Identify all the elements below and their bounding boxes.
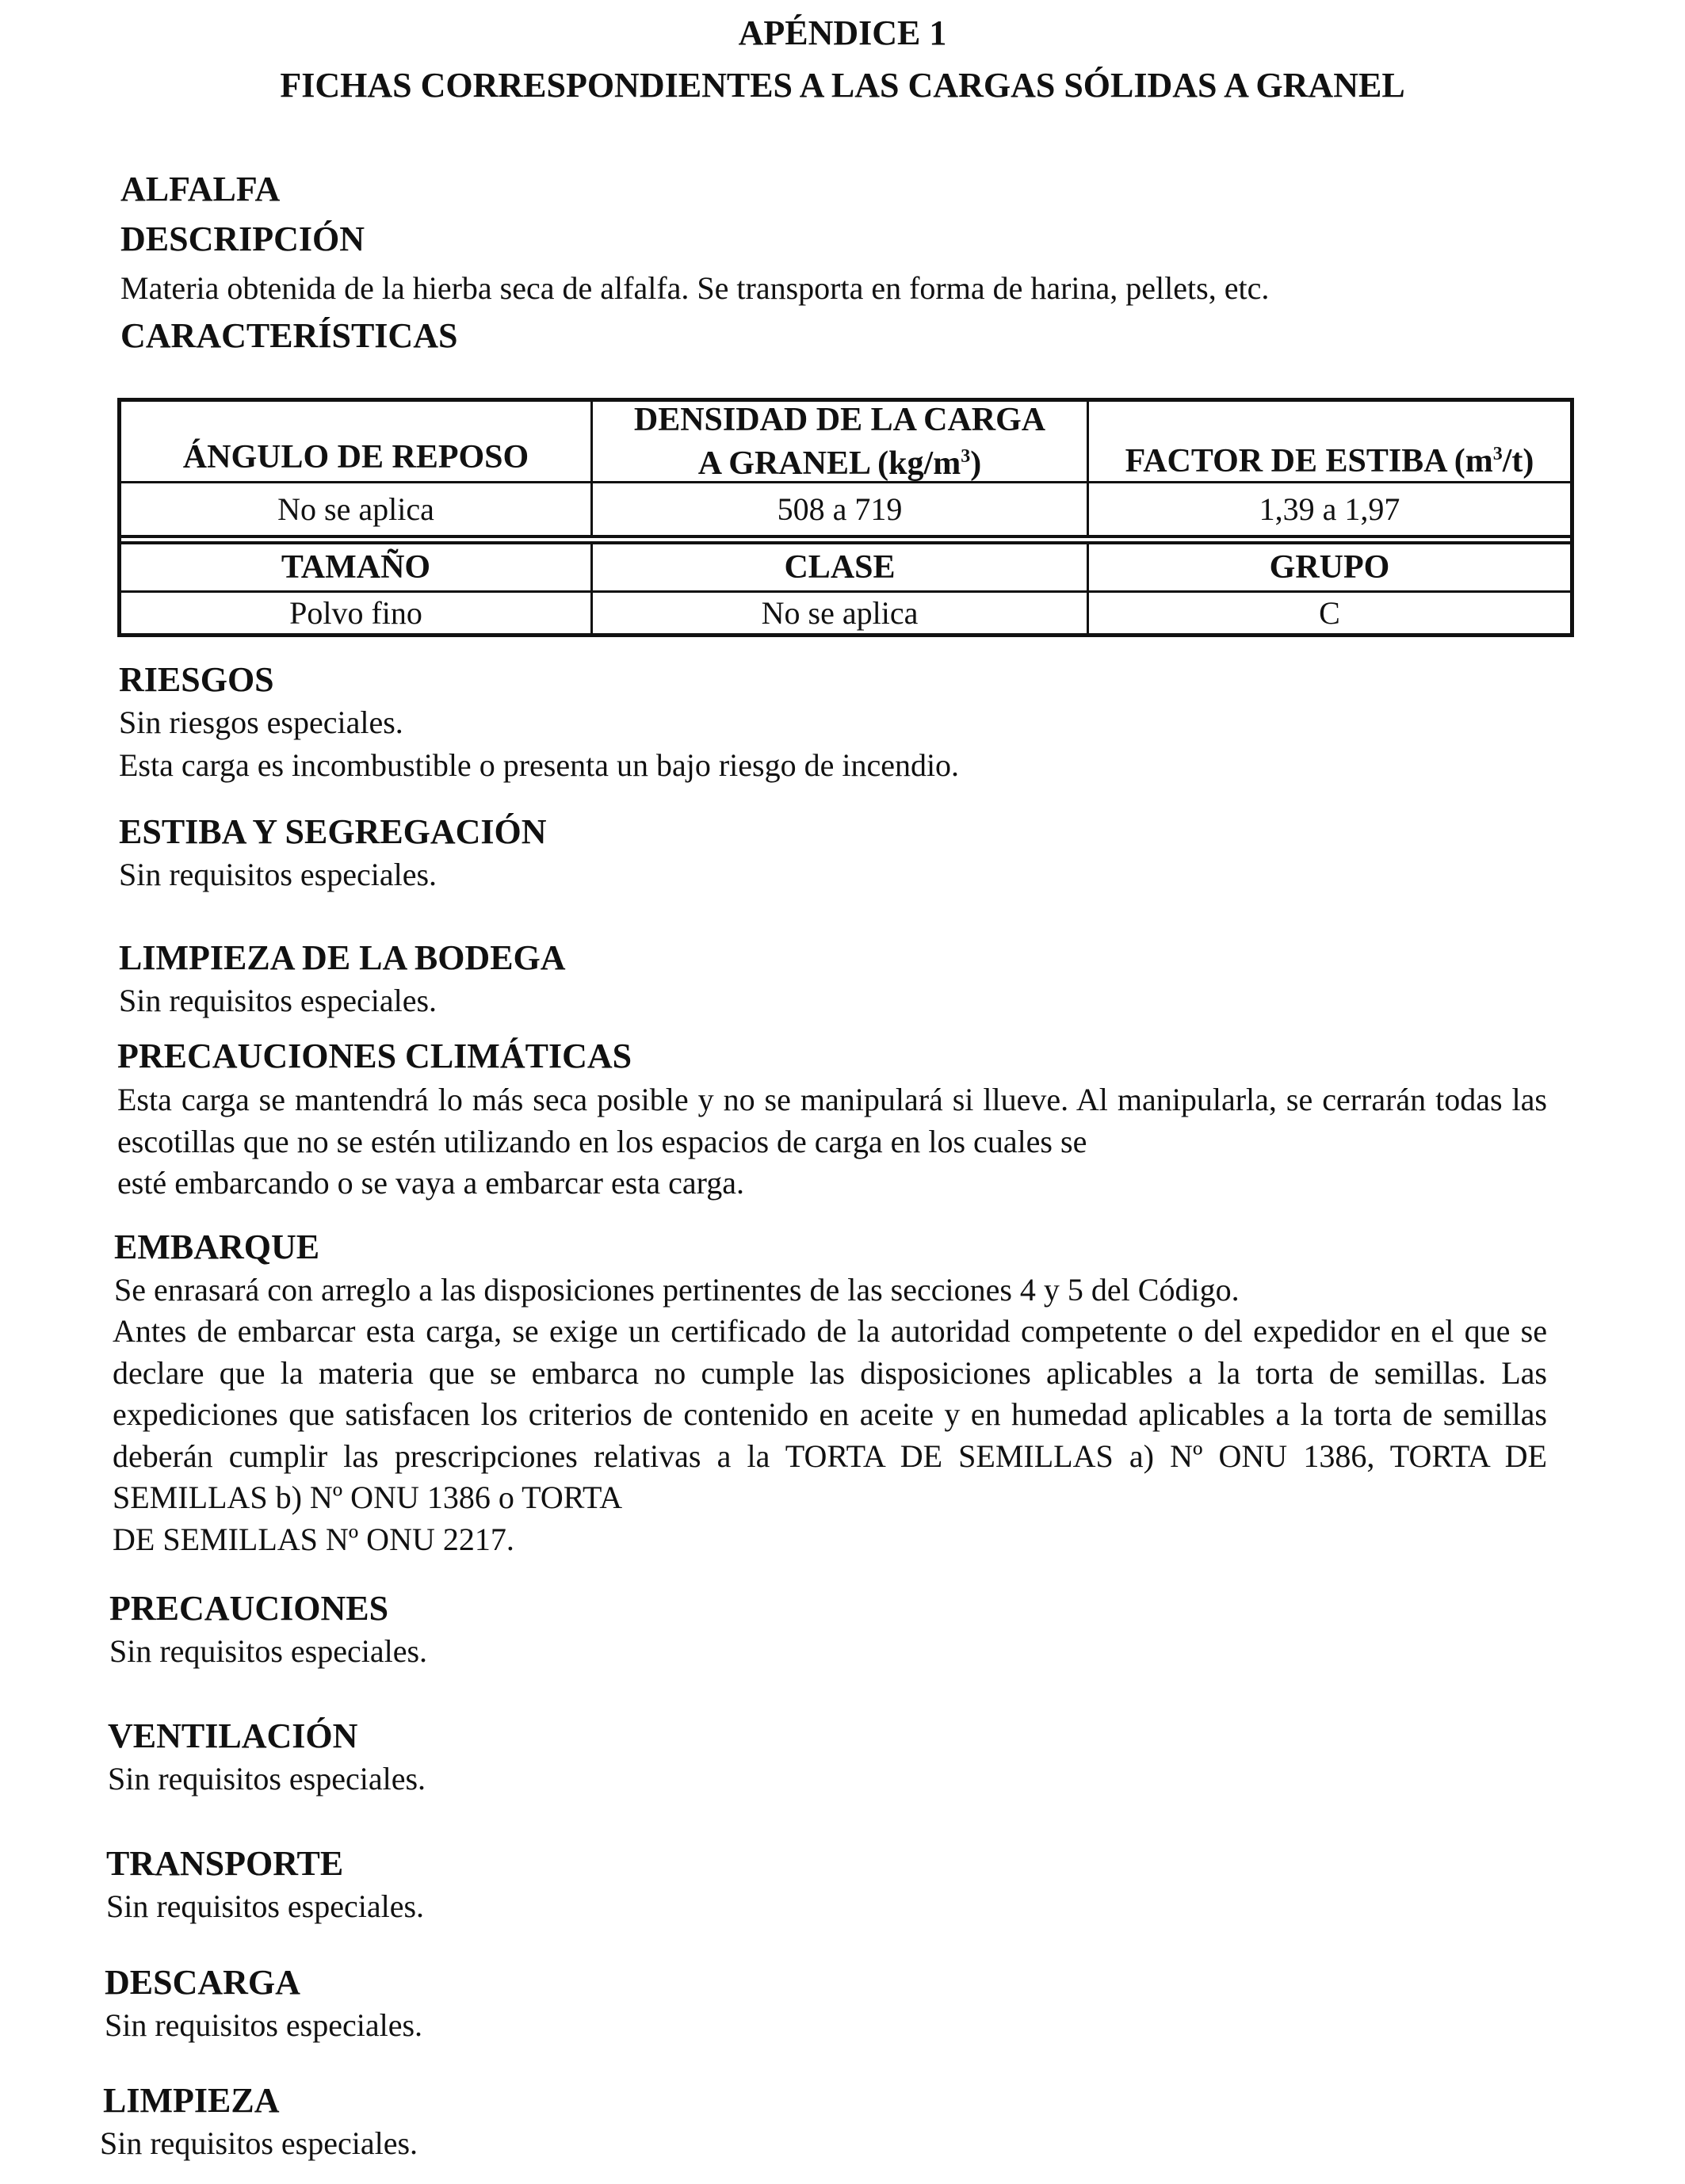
- hold-cleanliness-text: Sin requisitos especiales.: [119, 983, 437, 1018]
- hazards-line: Esta carga es incombustible o presenta un bajo riesgo de incendio.: [119, 747, 960, 783]
- hold-cleanliness-heading: LIMPIEZA DE LA BODEGA: [119, 938, 566, 977]
- ventilation-text: Sin requisitos especiales.: [108, 1761, 426, 1796]
- precautions-text: Sin requisitos especiales.: [109, 1633, 428, 1669]
- appendix-subtitle: FICHAS CORRESPONDIENTES A LAS CARGAS SÓLIDAS A GRANEL: [280, 66, 1405, 105]
- discharge-heading: DESCARGA: [105, 1963, 300, 2002]
- characteristics-table: [117, 398, 1574, 637]
- header-angle-of-repose: ÁNGULO DE REPOSO: [182, 439, 529, 475]
- description-text: Materia obtenida de la hierba seca de alfalfa. Se transporta en forma de harina, pellets, etc.: [120, 270, 1270, 306]
- weather-text: Esta carga se mantendrá lo más seca posible y no se manipulará si llueve. Al manipularla, se cerrarán todas las escotillas que no se estén utilizando en los espacios de carga en los cuales se: [117, 1082, 1547, 1159]
- header-bulk-density-unit-end: ): [970, 445, 982, 482]
- loading-text-last-line: DE SEMILLAS Nº ONU 2217.: [113, 1521, 514, 1557]
- value-angle-of-repose: No se aplica: [277, 491, 434, 527]
- weather-text-last-line: esté embarcando o se vaya a embarcar esta carga.: [117, 1165, 745, 1201]
- header-bulk-density-line1: DENSIDAD DE LA CARGA: [633, 401, 1046, 438]
- loading-line1: Se enrasará con arreglo a las disposiciones pertinentes de las secciones 4 y 5 del Código.: [114, 1272, 1240, 1308]
- clean-up-heading: LIMPIEZA: [103, 2081, 280, 2120]
- carriage-heading: TRANSPORTE: [106, 1844, 344, 1883]
- hazards-heading: RIESGOS: [119, 660, 274, 699]
- superscript: 3: [1492, 443, 1503, 464]
- value-group: C: [1319, 594, 1340, 631]
- value-size: Polvo fino: [289, 594, 422, 631]
- loading-heading: EMBARQUE: [114, 1228, 320, 1266]
- characteristics-heading: CARACTERÍSTICAS: [120, 316, 458, 355]
- clean-up-text: Sin requisitos especiales.: [100, 2125, 418, 2161]
- loading-paragraph: [113, 1311, 1547, 1560]
- value-stowage-factor: 1,39 a 1,97: [1259, 491, 1400, 527]
- description-heading: DESCRIPCIÓN: [120, 220, 365, 258]
- stowage-text: Sin requisitos especiales.: [119, 857, 437, 892]
- header-bulk-density: [593, 402, 1087, 481]
- hazards-line: Sin riesgos especiales.: [119, 704, 403, 740]
- stowage-heading: ESTIBA Y SEGREGACIÓN: [119, 812, 547, 851]
- header-class: CLASE: [784, 549, 896, 586]
- cargo-name: ALFALFA: [120, 170, 281, 208]
- superscript: 3: [961, 445, 971, 467]
- appendix-title: APÉNDICE 1: [738, 13, 947, 52]
- header-stowage-factor-unit: /t): [1502, 442, 1534, 479]
- header-stowage-factor: [1089, 433, 1570, 481]
- loading-text: Antes de embarcar esta carga, se exige un certificado de la autoridad competente o del expedidor en el que se declare que la materia que se embarca no cumple las disposiciones aplicables a la torta de semillas. Las expediciones que satisfacen los criterios de contenido en aceite y en humedad aplicables a la torta de semillas deberán cumplir las prescripciones relativas a la TORTA DE SEMILLAS a) Nº ONU 1386, TORTA DE SEMILLAS b) Nº ONU 1386 o TORTA: [113, 1313, 1547, 1515]
- value-class: No se aplica: [761, 594, 919, 631]
- weather-paragraph: [117, 1079, 1547, 1205]
- precautions-heading: PRECAUCIONES: [109, 1589, 389, 1628]
- weather-heading: PRECAUCIONES CLIMÁTICAS: [117, 1037, 632, 1075]
- table-double-divider: [121, 535, 1570, 544]
- discharge-text: Sin requisitos especiales.: [105, 2007, 423, 2043]
- value-bulk-density: 508 a 719: [777, 491, 903, 527]
- carriage-text: Sin requisitos especiales.: [106, 1888, 425, 1924]
- header-bulk-density-line2: [698, 438, 981, 482]
- ventilation-heading: VENTILACIÓN: [108, 1716, 358, 1755]
- header-group: GRUPO: [1269, 549, 1390, 586]
- header-bulk-density-unit: A GRANEL (kg/m: [697, 445, 961, 482]
- header-size: TAMAÑO: [281, 549, 431, 586]
- header-stowage-factor-label: FACTOR DE ESTIBA (m: [1125, 442, 1493, 479]
